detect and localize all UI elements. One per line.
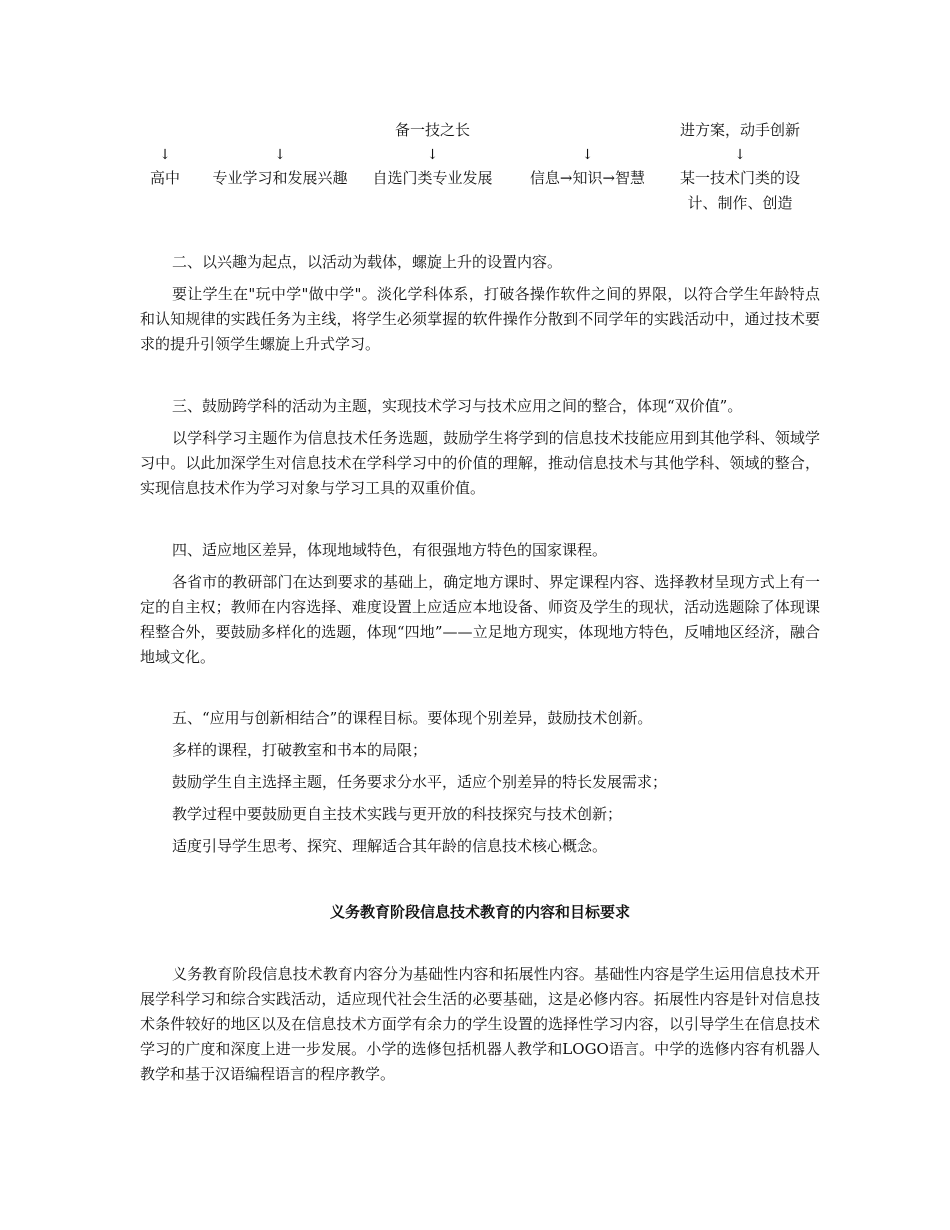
- closing-paragraph: 义务教育阶段信息技术教育内容分为基础性内容和拓展性内容。基础性内容是学生运用信息技术开展学科学习和综合实践活动，适应现代社会生活的必要基础，这是必修内容。拓展性内容是针对信息技术条件较好的地区以及在信息技术方面学有余力的学生设置的选择性学习内容，以引导学生在信息技术学习的广度和深度上进一步发展。小学的选修包括机器人教学和LOGO语言。中学的选修内容有机器人教学和基于汉语编程语言的程序教学。: [140, 965, 820, 1083]
- section-body: 以学科学习主题作为信息技术任务选题，鼓励学生将学到的信息技术技能应用到其他学科、领域学习中。以此加深学生对信息技术在学科学习中的价值的理解，推动信息技术与其他学科、领域的整合，实现信息技术作为学习对象与学习工具的双重价值。: [140, 429, 820, 497]
- section-title: 四、适应地区差异，体现地域特色，有很强地方特色的国家课程。: [172, 541, 608, 559]
- column-top-note: [130, 118, 200, 144]
- section-body: 要让学生在"玩中学"做中学"。淡化学科体系，打破各操作软件之间的界限，以符合学生年龄特点和认知规律的实践任务为主线，将学生必须掌握的软件操作分散到不同学年的实践活动中，通过技术要求的提升引领学生螺旋上升式学习。: [140, 285, 820, 353]
- column-top-note: [210, 118, 350, 144]
- down-arrow-icon: ↓: [581, 147, 594, 163]
- diagram-column: [130, 118, 200, 191]
- list-item: 鼓励学生自主选择主题，任务要求分水平，适应个别差异的特长发展需求；: [172, 773, 668, 791]
- list-item: 多样的课程，打破教室和书本的局限；: [172, 741, 428, 759]
- column-label: 高中: [149, 169, 180, 187]
- diagram-column: [515, 118, 660, 191]
- page-heading: 义务教育阶段信息技术教育的内容和目标要求: [329, 903, 630, 921]
- column-top-note: [515, 118, 660, 144]
- down-arrow-icon: ↓: [159, 147, 171, 163]
- column-label: 专业学习和发展兴趣: [212, 169, 348, 187]
- section-title: 三、鼓励跨学科的活动为主题，实现技术学习与技术应用之间的整合，体现“双价值”。: [172, 397, 743, 415]
- down-arrow-icon: ↓: [274, 147, 286, 163]
- down-arrow-icon: ↓: [426, 147, 439, 163]
- section-title: 五、“应用与创新相结合”的课程目标。要体现个别差异，鼓励技术创新。: [172, 709, 653, 727]
- diagram-column: [360, 118, 505, 191]
- progression-diagram: [130, 118, 830, 218]
- list-item: 教学过程中要鼓励更自主技术实践与更开放的科技探究与技术创新；: [172, 805, 623, 823]
- list-item: 适度引导学生思考、探究、理解适合其年龄的信息技术核心概念。: [172, 837, 608, 855]
- column-label: 信息→知识→智慧: [529, 169, 646, 187]
- column-label: 某一技术门类的设计、制作、创造: [679, 169, 800, 212]
- diagram-column: [670, 118, 810, 216]
- diagram-column: [210, 118, 350, 191]
- section-body: 各省市的教研部门在达到要求的基础上，确定地方课时、界定课程内容、选择教材呈现方式上有一定的自主权；教师在内容选择、难度设置上应适应本地设备、师资及学生的现状，活动选题除了体现课程整合外，要鼓励多样化的选题，体现“四地”——立足地方现实，体现地方特色，反哺地区经济，融合地域文化。: [140, 573, 820, 666]
- column-top-note: 进方案，动手创新: [679, 121, 800, 139]
- column-top-note: 备一技之长: [394, 121, 470, 139]
- column-label: 自选门类专业发展: [372, 169, 493, 187]
- section-title: 二、以兴趣为起点，以活动为载体，螺旋上升的设置内容。: [172, 253, 563, 271]
- down-arrow-icon: ↓: [734, 147, 746, 163]
